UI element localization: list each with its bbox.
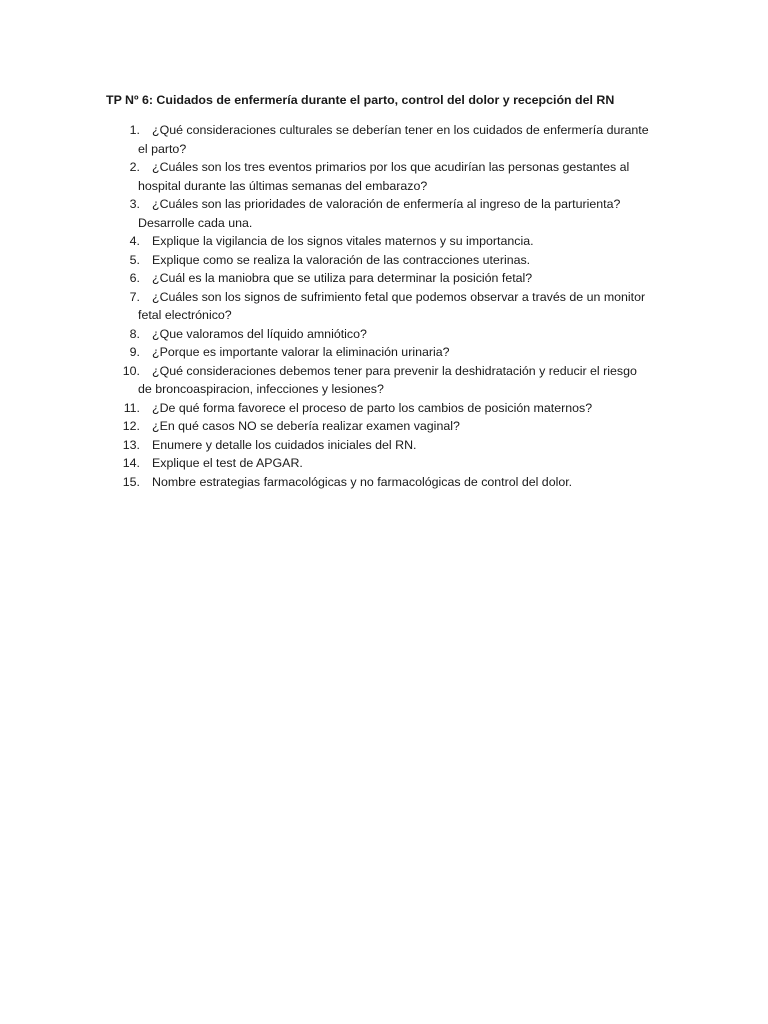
question-item bbox=[106, 251, 666, 270]
question-item bbox=[106, 399, 666, 418]
question-item bbox=[106, 454, 666, 473]
question-item bbox=[106, 195, 666, 232]
question-number: 10. bbox=[122, 363, 140, 378]
question-item bbox=[106, 417, 666, 436]
question-text-line: hospital durante las últimas semanas del embarazo? bbox=[138, 178, 428, 193]
question-text-line: Nombre estrategias farmacológicas y no farmacológicas de control del dolor. bbox=[152, 474, 573, 489]
question-item bbox=[106, 121, 666, 158]
question-number: 14. bbox=[122, 456, 140, 470]
document-content bbox=[106, 92, 666, 491]
question-text-line: ¿Porque es importante valorar la eliminación urinaria? bbox=[152, 345, 450, 359]
question-text-line: el parto? bbox=[138, 141, 187, 156]
question-item bbox=[106, 288, 666, 325]
question-text-line: ¿Que valoramos del líquido amniótico? bbox=[152, 326, 367, 341]
question-text-line: ¿Cuáles son los signos de sufrimiento fetal que podemos observar a través de un monitor bbox=[152, 289, 646, 304]
question-text-line: ¿Qué consideraciones debemos tener para prevenir la deshidratación y reducir el riesgo bbox=[152, 363, 637, 378]
question-number: 1. bbox=[129, 123, 140, 137]
question-item bbox=[106, 158, 666, 195]
question-text-line: ¿Qué consideraciones culturales se deberían tener en los cuidados de enfermería durante bbox=[152, 123, 649, 137]
question-item bbox=[106, 362, 666, 399]
question-text-line: Explique el test de APGAR. bbox=[152, 456, 303, 470]
question-number: 13. bbox=[122, 437, 140, 452]
question-text-line: Explique como se realiza la valoración de las contracciones uterinas. bbox=[152, 252, 531, 267]
question-text-line: Enumere y detalle los cuidados iniciales del RN. bbox=[152, 437, 417, 452]
question-number: 4. bbox=[129, 234, 140, 248]
question-text-line: Desarrolle cada una. bbox=[138, 215, 253, 230]
question-item bbox=[106, 269, 666, 288]
question-item bbox=[106, 473, 666, 492]
question-text-line: ¿Cuál es la maniobra que se utiliza para determinar la posición fetal? bbox=[152, 271, 533, 285]
question-number: 5. bbox=[129, 252, 140, 267]
question-item bbox=[106, 436, 666, 455]
question-number: 7. bbox=[129, 289, 140, 304]
question-text-line: fetal electrónico? bbox=[138, 308, 232, 322]
question-text-line: ¿De qué forma favorece el proceso de parto los cambios de posición maternos? bbox=[152, 400, 593, 415]
question-number: 15. bbox=[122, 474, 140, 489]
question-number: 11. bbox=[123, 400, 140, 415]
question-text-line: ¿Cuáles son los tres eventos primarios por los que acudirían las personas gestantes al bbox=[152, 160, 630, 174]
question-number: 6. bbox=[129, 271, 140, 285]
question-text-line: de broncoaspiracion, infecciones y lesiones? bbox=[138, 382, 384, 396]
question-number: 8. bbox=[129, 326, 140, 341]
question-number: 9. bbox=[129, 345, 140, 359]
question-list bbox=[106, 121, 666, 491]
question-number: 2. bbox=[129, 160, 140, 174]
question-item bbox=[106, 343, 666, 362]
document-title: TP Nº 6: Cuidados de enfermería durante el parto, control del dolor y recepción del RN bbox=[106, 93, 615, 107]
question-number: 12. bbox=[122, 419, 140, 433]
question-text-line: ¿Cuáles son las prioridades de valoración de enfermería al ingreso de la parturienta? bbox=[152, 197, 621, 211]
question-item bbox=[106, 325, 666, 344]
question-text-line: Explique la vigilancia de los signos vitales maternos y su importancia. bbox=[152, 234, 534, 248]
question-number: 3. bbox=[129, 197, 140, 211]
question-text-line: ¿En qué casos NO se debería realizar examen vaginal? bbox=[152, 419, 460, 433]
question-item bbox=[106, 232, 666, 251]
